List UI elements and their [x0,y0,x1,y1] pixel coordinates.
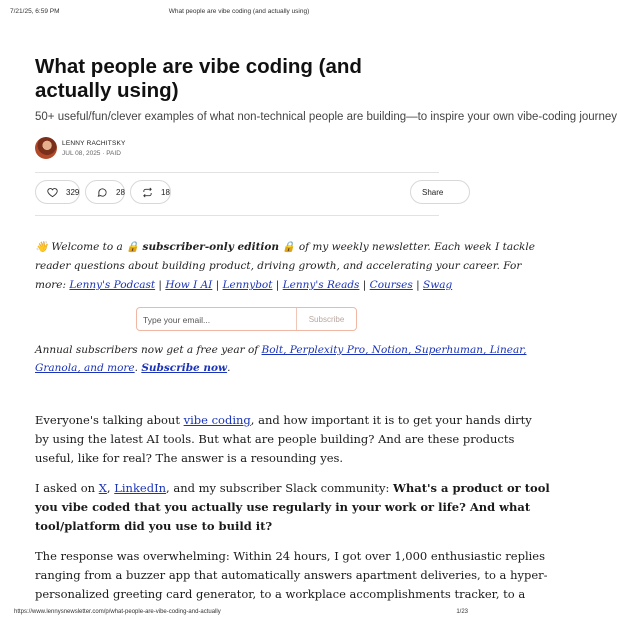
text: , and my subscriber Slack community: [166,481,390,495]
like-button[interactable] [35,180,80,204]
lennybot-link[interactable]: Lennybot [222,279,273,291]
article [35,55,617,605]
podcast-link[interactable]: Lenny's Podcast [69,279,156,291]
question-text: tool/platform did you use to build it? [35,519,273,533]
post-meta: JUL 08, 2025 · PAID [62,150,121,157]
restack-count: 18 [161,187,170,197]
welcome-text: Welcome to a [51,241,123,253]
subscribe-form [35,307,474,335]
comment-icon [97,187,108,198]
subscribe-now-link[interactable]: Subscribe now [141,362,228,374]
paragraph: I asked on X, LinkedIn, and my subscriber Slack community: What's a product or tool you vibe coded that you actually use regularly in your work or life? And what tool/platform did you use to build it? [35,481,550,533]
comment-button[interactable] [85,180,125,204]
divider [35,215,439,216]
byline [35,137,474,163]
courses-link[interactable]: Courses [369,279,413,291]
x-link[interactable]: X [98,481,107,495]
print-footer [14,609,468,619]
how-i-ai-link[interactable]: How I AI [165,279,213,291]
question-text: you vibe coded that you actually use regularly in your work or life? And what [35,500,531,514]
apps-link[interactable]: Bolt, Perplexity Pro, Notion, Superhuman, Linear, [261,344,527,356]
text: personalized greeting card generator, to a workplace accomplishments tracker, to a [35,587,526,601]
heart-icon [47,187,58,198]
text: , and how important it is to get your hands dirty [250,413,532,427]
wave-emoji: 👋 [35,241,49,253]
question-text: What's a product or tool [393,481,550,495]
text: The response was overwhelming: Within 24 hours, I got over 1,000 enthusiastic replies [35,549,546,563]
text: ranging from a buzzer app that automatically answers apartment deliveries, to a hyper- [35,568,548,582]
welcome-rest: of my weekly newsletter. Each week I tackle [298,241,535,253]
print-header [10,8,468,20]
text: I asked on [35,481,96,495]
subscribe-button[interactable]: Subscribe [296,308,356,330]
lock-icon: 🔒 [282,241,296,253]
more-label: more: [35,279,67,291]
post-actions [35,180,474,210]
restack-button[interactable] [130,180,171,204]
welcome-note: 👋 Welcome to a 🔒 subscriber-only edition 🔒 of my weekly newsletter. Each week I tackle reader questions about building product, driving growth, and accelerating your career. For more: Lenny's Podcast | How I AI | Lennybot | Lenny's Reads | Courses | Swag [35,241,535,291]
like-count: 329 [66,187,80,197]
author-name[interactable]: LENNY RACHITSKY [62,140,126,147]
page-count: 1/23 [456,609,468,615]
divider [35,172,439,173]
share-button[interactable] [410,180,470,204]
apps-link-cont[interactable]: Granola, and more [35,362,135,374]
comment-count: 28 [116,187,125,197]
print-title: What people are vibe coding (and actually using) [168,8,310,15]
paragraph [35,547,548,604]
print-datetime: 7/21/25, 6:59 PM [10,8,60,15]
share-label: Share [422,187,444,197]
reads-link[interactable]: Lenny's Reads [282,279,360,291]
annual-lead: Annual subscribers now get a free year of [35,344,259,356]
linkedin-link[interactable]: LinkedIn [114,481,167,495]
restack-icon [142,187,153,198]
text: useful, like for real? The answer is a resounding yes. [35,451,344,465]
text: Everyone's talking about [35,413,180,427]
text: by using the latest AI tools. But what are people building? And are these products [35,432,515,446]
paragraph [35,411,532,468]
annual-offer: Annual subscribers now get a free year of Bolt, Perplexity Pro, Notion, Superhuman, Linear, Granola, and more. Subscribe now. [35,344,527,374]
welcome-line2: reader questions about building product, driving growth, and accelerating your career. For [35,260,522,272]
edition-text: subscriber-only edition [142,241,280,253]
email-box [136,307,357,331]
post-title: What people are vibe coding (and actually using) [35,55,362,102]
post-subtitle: 50+ useful/fun/clever examples of what non-technical people are building—to inspire your own vibe-coding journey [35,111,617,123]
print-url: https://www.lennysnewsletter.com/p/what-people-are-vibe-coding-and-actually [14,609,221,615]
author-avatar[interactable] [35,137,57,159]
email-input[interactable] [143,312,295,327]
swag-link[interactable]: Swag [423,279,453,291]
vibe-coding-link[interactable]: vibe coding [183,413,251,427]
lock-icon: 🔒 [126,241,140,253]
